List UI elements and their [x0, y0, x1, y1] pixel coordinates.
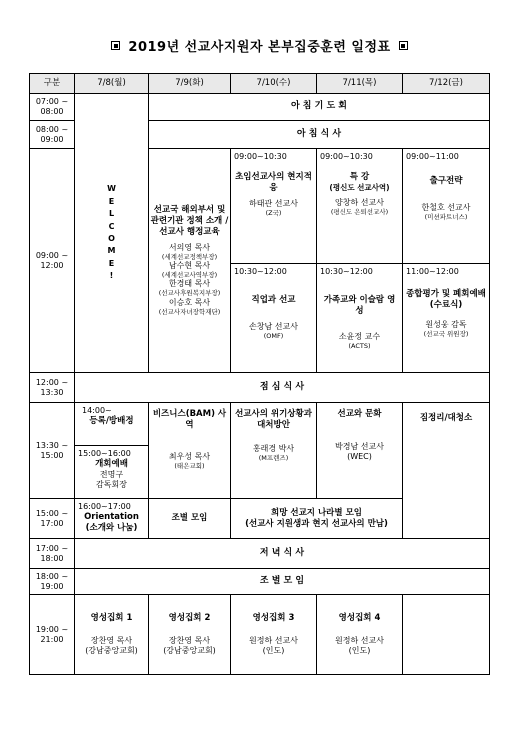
- session-title: 직업과 선교: [251, 295, 296, 305]
- session-title: 영성집회 3: [252, 613, 295, 624]
- fri-pm-cell: 짐정리/대청소: [403, 403, 490, 539]
- header-cell: 구분: [30, 74, 75, 94]
- tue-morning-cell: [149, 149, 231, 373]
- speaker-org: (선교사후원복지부장): [158, 289, 221, 298]
- thu-am2-cell: [317, 264, 403, 373]
- session-title: 출구전략: [429, 176, 463, 186]
- square-icon: [111, 41, 120, 50]
- speaker-org: (선교사자녀장학재단): [158, 307, 221, 316]
- speaker: 양창하 선교사: [335, 198, 384, 207]
- speaker: 한철호 선교사: [421, 202, 471, 212]
- speaker: 원정하 선교사: [335, 635, 384, 645]
- speaker-org: (태은교회): [174, 462, 205, 471]
- header-cell: 7/10(수): [231, 74, 317, 94]
- dinner-cell: 저 녁 식 사: [75, 539, 490, 569]
- table-row: [30, 403, 490, 446]
- session-title: 종합평가 및 폐회예배(수료식): [406, 289, 486, 310]
- session-time: 10:30~12:00: [320, 267, 373, 276]
- session-title: 영성집회 2: [168, 613, 211, 624]
- evening-cell: [317, 595, 403, 675]
- table-row: [30, 595, 490, 675]
- speaker-org: (선교국 위원장): [423, 330, 469, 339]
- session-time: 09:00~11:00: [406, 152, 459, 161]
- speaker-org: (OMF): [263, 331, 284, 340]
- wed-am1-cell: [231, 149, 317, 264]
- prayer-cell: 아 침 기 도 회: [149, 94, 490, 121]
- time-cell: 17:00 ~ 18:00: [30, 539, 75, 569]
- speaker: 장찬영 목사: [168, 635, 211, 645]
- square-icon: [399, 41, 408, 50]
- fri-am2-cell: [403, 264, 490, 373]
- header-cell: 7/9(화): [149, 74, 231, 94]
- speaker: 장찬영 목사: [90, 635, 133, 645]
- speaker: 홍래경 박사: [252, 444, 295, 454]
- lunch-cell: 점 심 식 사: [75, 373, 490, 403]
- speaker-org: (평신도 은퇴선교사): [330, 208, 389, 216]
- session-time: 16:00~17:00: [78, 502, 131, 511]
- speaker-org: (M프렌즈): [258, 454, 289, 463]
- speaker: 남수현 목사: [168, 261, 211, 271]
- time-cell: 12:00 ~ 13:30: [30, 373, 75, 403]
- session-title: 희망 선교지 나라별 모임: [271, 507, 362, 518]
- speaker-role: 감독회장: [96, 479, 127, 489]
- mon-registration-cell: [75, 403, 149, 446]
- thu-pm-cell: [317, 403, 403, 499]
- session-title: 가족교와 이슬람 영성: [323, 295, 396, 316]
- speaker-org: (인도): [262, 645, 285, 655]
- session-title: 영성집회 1: [90, 613, 133, 624]
- header-row: [30, 74, 490, 94]
- time-cell: 13:30 ~ 15:00: [30, 403, 75, 499]
- time-cell: 07:00 ~ 08:00: [30, 94, 75, 121]
- session-title: Orientation: [84, 512, 139, 522]
- session-title: 선교와 문화: [337, 409, 382, 419]
- speaker: 원정하 선교사: [249, 635, 298, 645]
- wed-pm-cell: [231, 403, 317, 499]
- session-title: 특 강: [349, 172, 370, 182]
- speaker: 박경남 선교사: [335, 441, 384, 451]
- welcome-text: W E L C O M E !: [107, 184, 116, 281]
- speaker-org: (인도): [348, 645, 371, 655]
- welcome-cell: [75, 94, 149, 373]
- speaker-org: (세계선교정책부장): [161, 253, 218, 262]
- group-meeting-cell: 조 별 모 임: [75, 569, 490, 595]
- hope-meeting-cell: [231, 499, 403, 539]
- session-time: 10:30~12:00: [234, 267, 287, 276]
- fri-am1-cell: [403, 149, 490, 264]
- time-cell: 18:00 ~ 19:00: [30, 569, 75, 595]
- speaker: 손창남 선교사: [249, 321, 298, 331]
- page-title: [0, 36, 519, 55]
- session-subtitle: (선교사 지원생과 현지 선교사의 만남): [245, 518, 388, 529]
- speaker: 한경태 목사: [168, 279, 211, 289]
- evening-cell: [75, 595, 149, 675]
- time-cell: 09:00 ~ 12:00: [30, 149, 75, 373]
- session-title: 초임선교사의 현지적응: [235, 172, 312, 193]
- tue-pm-cell: [149, 403, 231, 499]
- wed-am2-cell: [231, 264, 317, 373]
- session-subtitle: (소개와 나눔): [85, 522, 138, 533]
- speaker-org: (세계선교사역부장): [161, 271, 218, 280]
- schedule-table: [29, 73, 490, 675]
- evening-cell: [149, 595, 231, 675]
- table-row: [30, 569, 490, 595]
- speaker-org: (미션파트너스): [424, 212, 468, 221]
- session-time: 14:00~: [82, 406, 112, 415]
- session-title: 등록/방배정: [89, 416, 134, 426]
- table-row: [30, 539, 490, 569]
- thu-am1-cell: [317, 149, 403, 264]
- table-row: [30, 94, 490, 121]
- table-row: [30, 373, 490, 403]
- speaker: 최우성 목사: [168, 452, 211, 462]
- time-cell: 15:00 ~ 17:00: [30, 499, 75, 539]
- speaker-org: (WEC): [347, 451, 372, 461]
- speaker-org: (ACTS): [348, 342, 371, 351]
- breakfast-cell: 아 침 식 사: [149, 121, 490, 149]
- speaker: 전명구: [99, 469, 124, 479]
- session-time: 11:00~12:00: [406, 267, 459, 276]
- speaker-org: (Z국): [265, 209, 282, 218]
- mon-opening-cell: [75, 446, 149, 499]
- header-cell: 7/11(목): [317, 74, 403, 94]
- title-text: 2019년 선교사지원자 본부집중훈련 일정표: [128, 40, 391, 55]
- speaker: 소윤정 교수: [338, 332, 381, 342]
- evening-cell: [231, 595, 317, 675]
- speaker: 하태관 선교사: [249, 199, 298, 209]
- session-title: 개회예배: [95, 459, 128, 469]
- empty-cell: [403, 595, 490, 675]
- session-subtitle: (평신도 선교사역): [329, 182, 390, 192]
- speaker-org: (강남중앙교회): [85, 645, 138, 655]
- time-cell: 19:00 ~ 21:00: [30, 595, 75, 675]
- session-title: 비즈니스(BAM) 사역: [152, 409, 227, 430]
- header-cell: 7/8(월): [75, 74, 149, 94]
- mon-orientation-cell: [75, 499, 149, 539]
- session-title: 영성집회 4: [338, 613, 381, 624]
- speaker: 이승호 목사: [168, 297, 211, 307]
- session-title: 선교국 해외부서 및 관련기관 정책 소개 / 선교사 행정교육: [150, 205, 229, 237]
- time-cell: 08:00 ~ 09:00: [30, 121, 75, 149]
- session-time: 15:00~16:00: [78, 449, 131, 458]
- speaker: 원성웅 감독: [425, 320, 467, 330]
- session-time: 09:00~10:30: [320, 152, 373, 161]
- session-title: 선교사의 위기상황과 대처방안: [235, 409, 312, 430]
- speaker-org: (강남중앙교회): [163, 645, 216, 655]
- session-time: 09:00~10:30: [234, 152, 287, 161]
- header-cell: 7/12(금): [403, 74, 490, 94]
- speaker: 서의영 목사: [168, 243, 211, 253]
- tue-group-cell: 조별 모임: [149, 499, 231, 539]
